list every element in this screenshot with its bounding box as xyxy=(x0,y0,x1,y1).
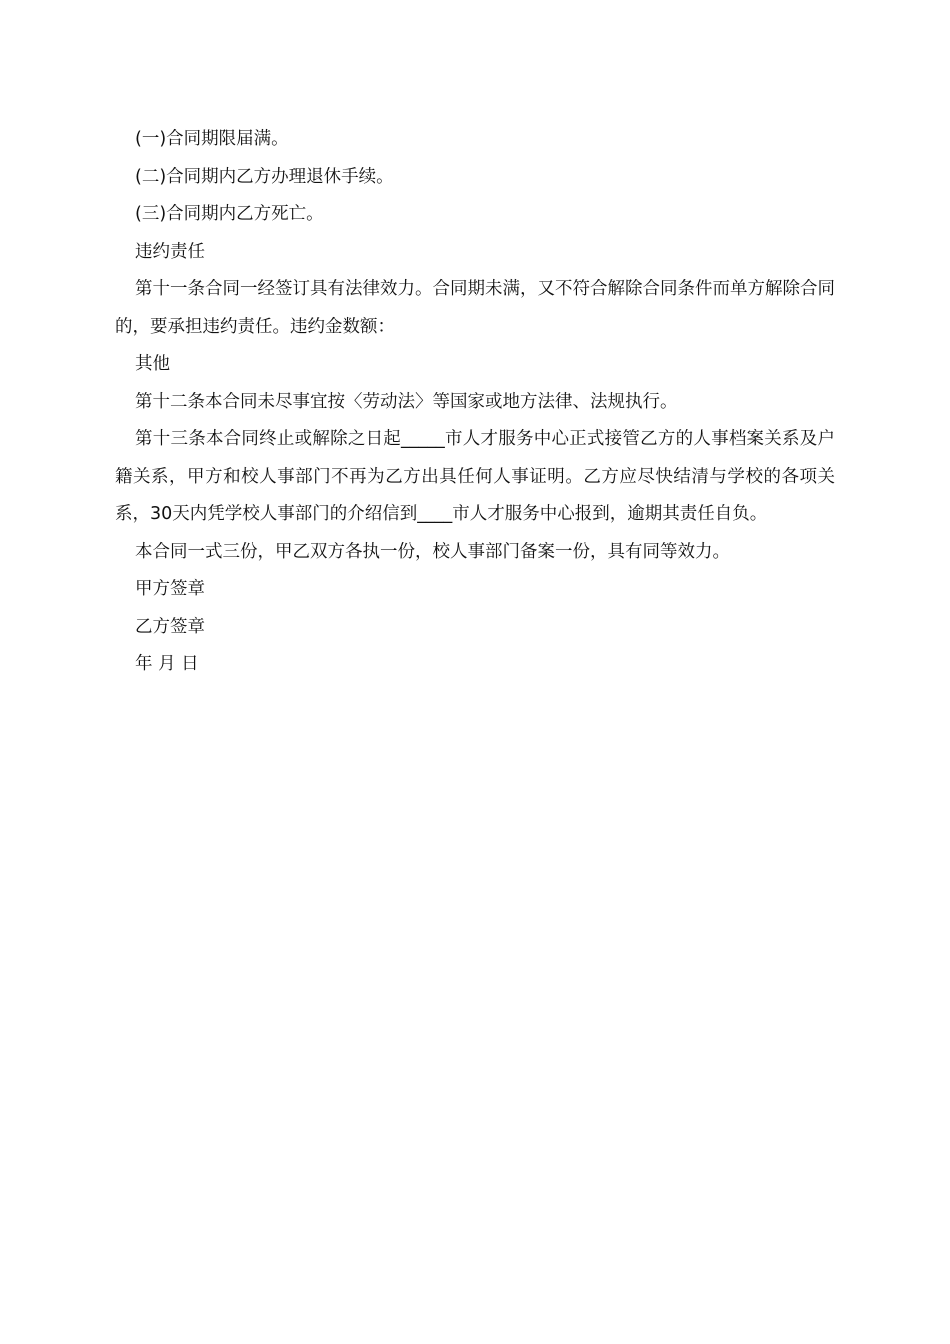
document-body xyxy=(115,121,835,684)
article-13: 第十三条本合同终止或解除之日起_____市人才服务中心正式接管乙方的人事档案关系及户籍关系，甲方和校人事部门不再为乙方出具任何人事证明。乙方应尽快结清与学校的各项关系，30天内凭学校人事部门的介绍信到____市人才服务中心报到，逾期其责任自负。 xyxy=(115,429,835,524)
clause-item-1: (一)合同期限届满。 xyxy=(135,129,289,149)
copies-statement: 本合同一式三份，甲乙双方各执一份，校人事部门备案一份，具有同等效力。 xyxy=(135,541,730,562)
signature-party-b: 乙方签章 xyxy=(135,616,205,637)
article-11: 第十一条合同一经签订具有法律效力。合同期未满，又不符合解除合同条件而单方解除合同的，要承担违约责任。违约金数额： xyxy=(115,279,835,337)
clause-item-2: (二)合同期内乙方办理退休手续。 xyxy=(135,166,394,187)
article-12: 第十二条本合同未尽事宜按〈劳动法〉等国家或地方法律、法规执行。 xyxy=(135,391,678,412)
signature-party-a: 甲方签章 xyxy=(135,579,205,599)
date-line: 年 月 日 xyxy=(135,654,199,674)
section-heading-other: 其他 xyxy=(135,354,170,374)
section-heading-liability: 违约责任 xyxy=(135,241,205,262)
clause-item-3: (三)合同期内乙方死亡。 xyxy=(135,204,324,224)
